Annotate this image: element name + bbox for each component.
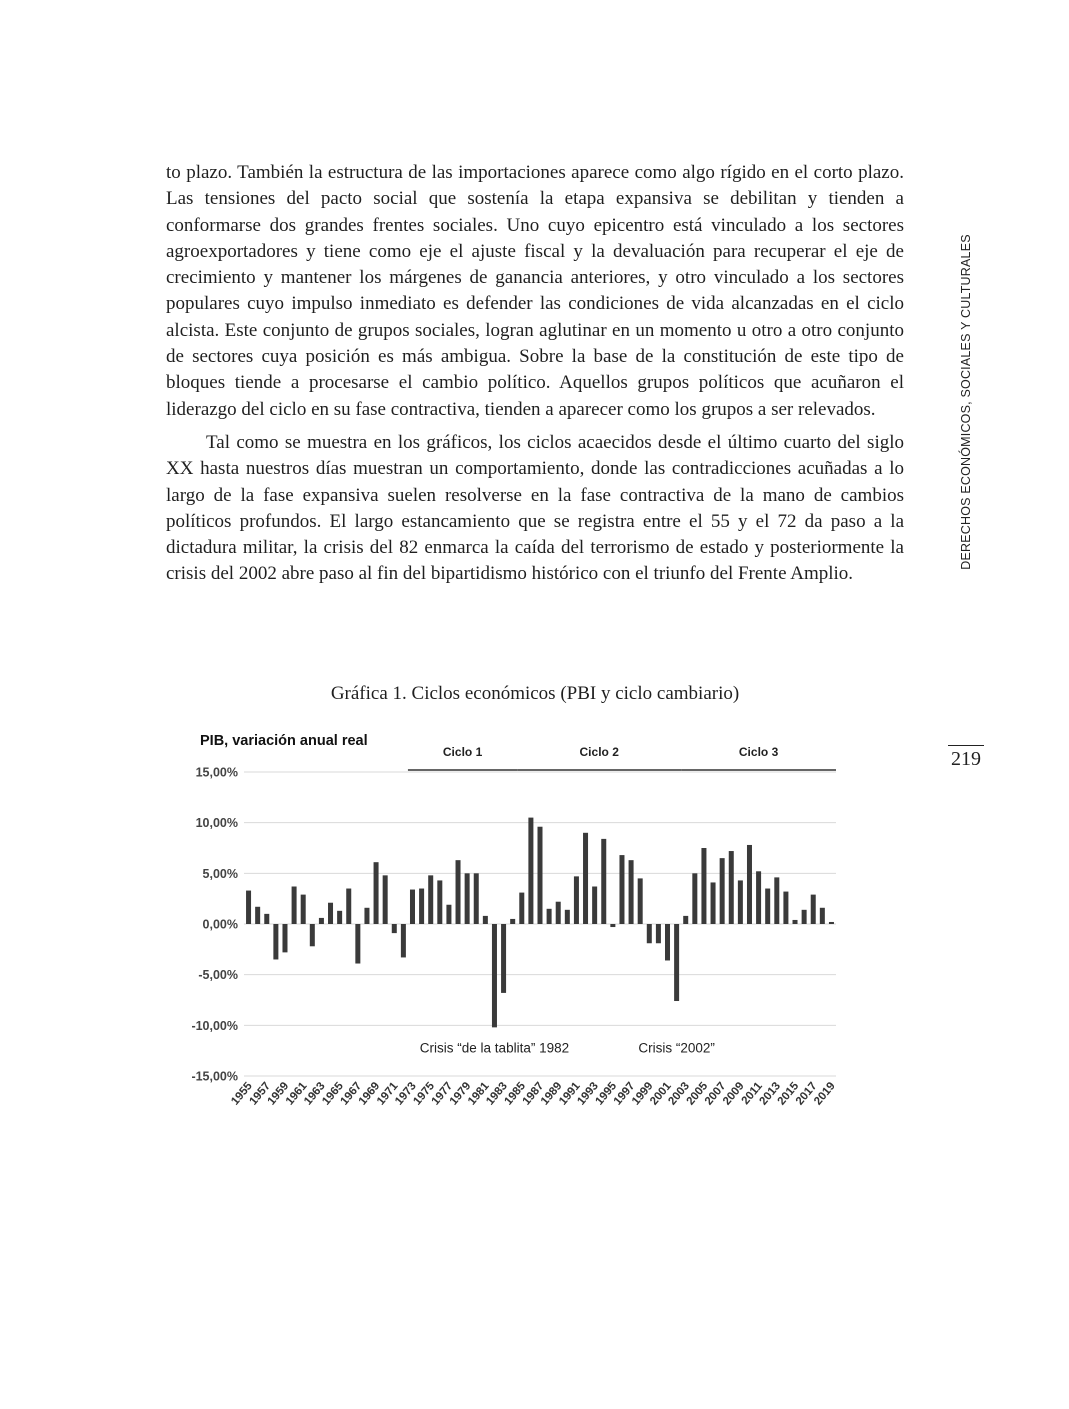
annotations bbox=[420, 1041, 715, 1056]
bar bbox=[829, 922, 834, 924]
y-tick-label: 15,00% bbox=[195, 765, 238, 780]
bar bbox=[264, 914, 269, 924]
cycle-markers bbox=[408, 745, 836, 770]
x-tick-label: 2007 bbox=[702, 1080, 729, 1108]
bar bbox=[483, 916, 488, 924]
bar bbox=[319, 918, 324, 924]
page-number: 219 bbox=[951, 748, 981, 770]
x-tick-label: 1963 bbox=[302, 1080, 328, 1108]
x-tick-label: 1983 bbox=[484, 1080, 510, 1108]
annotation-label: Crisis “de la tablita” 1982 bbox=[419, 1040, 570, 1056]
bar bbox=[619, 855, 624, 924]
side-running-head: DERECHOS ECONÓMICOS, SOCIALES Y CULTURALES bbox=[959, 234, 973, 570]
bar bbox=[364, 908, 369, 924]
bar bbox=[419, 889, 424, 924]
x-tick-label: 2019 bbox=[812, 1080, 838, 1108]
bar bbox=[547, 909, 552, 924]
bar bbox=[355, 924, 360, 964]
bar bbox=[246, 891, 251, 924]
x-tick-label: 1955 bbox=[229, 1080, 255, 1108]
x-axis-ticks bbox=[229, 1080, 838, 1108]
bar bbox=[374, 862, 379, 924]
bar bbox=[301, 895, 306, 924]
y-tick-label: 10,00% bbox=[195, 816, 238, 831]
bar bbox=[410, 890, 415, 924]
figure-caption: Gráfica 1. Ciclos económicos (PBI y ciclo cambiario) bbox=[330, 683, 740, 704]
x-tick-label: 1991 bbox=[557, 1080, 583, 1108]
bar bbox=[601, 839, 606, 924]
x-tick-label: 1995 bbox=[593, 1080, 620, 1108]
bar bbox=[255, 907, 260, 924]
bar bbox=[519, 893, 524, 924]
y-tick-label: 5,00% bbox=[202, 866, 238, 881]
bar bbox=[392, 924, 397, 933]
bar bbox=[738, 880, 743, 924]
bar bbox=[437, 880, 442, 924]
x-tick-label: 1985 bbox=[502, 1080, 529, 1108]
gdp-chart bbox=[160, 720, 850, 1130]
bar bbox=[647, 924, 652, 943]
bar bbox=[756, 871, 761, 924]
x-tick-label: 1979 bbox=[447, 1080, 474, 1108]
x-tick-label: 2015 bbox=[775, 1080, 802, 1108]
bar bbox=[383, 875, 388, 924]
bar bbox=[446, 905, 451, 924]
x-tick-label: 2011 bbox=[739, 1080, 765, 1108]
x-tick-label: 2005 bbox=[684, 1080, 711, 1108]
bar bbox=[501, 924, 506, 993]
bar bbox=[683, 916, 688, 924]
bar bbox=[537, 827, 542, 924]
bar bbox=[428, 875, 433, 924]
x-tick-label: 1957 bbox=[247, 1080, 274, 1108]
bar bbox=[492, 924, 497, 1027]
paragraph: to plazo. También la estructura de las importaciones aparece como algo rígido en el corto plazo. Las tensiones del pacto social que sostenía la etapa expansiva se debilitan y tienden a conformarse dos grandes frentes sociales. Uno cuyo epicentro está vinculado a los sectores agroexportadores y tiene como eje el ajuste fiscal y la devaluación para recuperar el eje de crecimiento y mantener los márgenes de ganancia anteriores, y otro vinculado a los sectores populares cuyo impulso inmediato es defender las condiciones de vida alcanzadas en el ciclo alcista. Este conjunto de grupos sociales, logran aglutinar en un momento u otro a otro conjunto de sectores cuya posición es más ambigua. Sobre la base de la constitución de este tipo de bloques tiende a procesarse el cambio político. Aquellos grupos políticos que acuñaron el liderazgo del ciclo en su fase contractiva, tienden a aparecer como los grupos a ser relevados. bbox=[166, 162, 904, 420]
bar bbox=[474, 873, 479, 924]
bar bbox=[310, 924, 315, 946]
bar bbox=[574, 876, 579, 924]
bar bbox=[328, 903, 333, 924]
y-tick-label: -15,00% bbox=[191, 1069, 238, 1084]
y-tick-label: -5,00% bbox=[198, 968, 238, 983]
bar bbox=[556, 902, 561, 924]
x-tick-label: 1989 bbox=[538, 1080, 565, 1108]
bar bbox=[701, 848, 706, 924]
bar bbox=[747, 845, 752, 924]
bar bbox=[401, 924, 406, 957]
x-tick-label: 2009 bbox=[721, 1080, 747, 1108]
x-tick-label: 1961 bbox=[283, 1080, 310, 1108]
bar bbox=[465, 873, 470, 924]
x-tick-label: 1975 bbox=[411, 1080, 438, 1108]
bar bbox=[456, 860, 461, 924]
bar bbox=[665, 924, 670, 960]
bar bbox=[793, 920, 798, 924]
x-tick-label: 1987 bbox=[520, 1080, 547, 1108]
cycle-label: Ciclo 1 bbox=[442, 745, 483, 759]
bar bbox=[346, 889, 351, 924]
x-tick-label: 1997 bbox=[611, 1080, 638, 1108]
x-tick-label: 1981 bbox=[466, 1080, 492, 1108]
x-tick-label: 2001 bbox=[648, 1080, 674, 1108]
bar bbox=[638, 878, 643, 924]
body-text bbox=[166, 160, 904, 588]
x-tick-label: 1977 bbox=[429, 1080, 456, 1108]
bar bbox=[592, 887, 597, 924]
bar bbox=[674, 924, 679, 1001]
y-tick-label: -10,00% bbox=[191, 1018, 238, 1033]
cycle-label: Ciclo 3 bbox=[738, 745, 779, 759]
bar bbox=[720, 858, 725, 924]
bar bbox=[656, 924, 661, 943]
bar bbox=[610, 924, 615, 927]
bar bbox=[802, 910, 807, 924]
x-tick-label: 1965 bbox=[320, 1080, 346, 1108]
x-tick-label: 2003 bbox=[666, 1080, 693, 1108]
x-tick-label: 1999 bbox=[629, 1080, 656, 1108]
x-tick-label: 1971 bbox=[374, 1080, 401, 1108]
chart-title: PIB, variación anual real bbox=[200, 733, 368, 749]
x-tick-label: 2017 bbox=[793, 1080, 820, 1108]
paragraph: Tal como se muestra en los gráficos, los ciclos acaecidos desde el último cuarto del siglo XX hasta nuestros días muestran un comportamiento, donde las contradicciones acuñadas a lo largo de la fase expansiva suelen resolverse en la fase contractiva de la mano de cambios políticos profundos. El largo estancamiento que se registra entre el 55 y el 72 da paso a la dictadura militar, la crisis del 82 enmarca la caída del terrorismo de estado y posteriormente la crisis del 2002 abre paso al fin del bipartidismo histórico con el triunfo del Frente Amplio. bbox=[166, 431, 904, 585]
x-tick-label: 1973 bbox=[393, 1080, 419, 1108]
page-number-rule bbox=[948, 745, 984, 746]
x-tick-label: 1959 bbox=[265, 1080, 292, 1108]
bar bbox=[583, 833, 588, 924]
bars bbox=[246, 818, 834, 1028]
x-tick-label: 2013 bbox=[757, 1080, 784, 1108]
cycle-label: Ciclo 2 bbox=[579, 745, 619, 759]
bar bbox=[629, 860, 634, 924]
bar bbox=[565, 910, 570, 924]
y-axis-ticks bbox=[191, 766, 238, 1084]
bar bbox=[765, 889, 770, 924]
annotation-label: Crisis “2002” bbox=[638, 1040, 715, 1056]
x-tick-label: 1969 bbox=[356, 1080, 383, 1108]
bar bbox=[811, 895, 816, 924]
y-tick-label: 0,00% bbox=[202, 917, 238, 932]
bar bbox=[282, 924, 287, 952]
bar bbox=[711, 882, 716, 924]
bar bbox=[692, 873, 697, 924]
x-tick-label: 1967 bbox=[338, 1080, 365, 1108]
bar bbox=[273, 924, 278, 959]
bar bbox=[783, 892, 788, 924]
bar bbox=[292, 887, 297, 924]
bar bbox=[528, 818, 533, 924]
bar bbox=[510, 919, 515, 924]
x-tick-label: 1993 bbox=[575, 1080, 601, 1108]
bar bbox=[820, 908, 825, 924]
bar bbox=[337, 911, 342, 924]
bar bbox=[774, 877, 779, 924]
bar bbox=[729, 851, 734, 924]
